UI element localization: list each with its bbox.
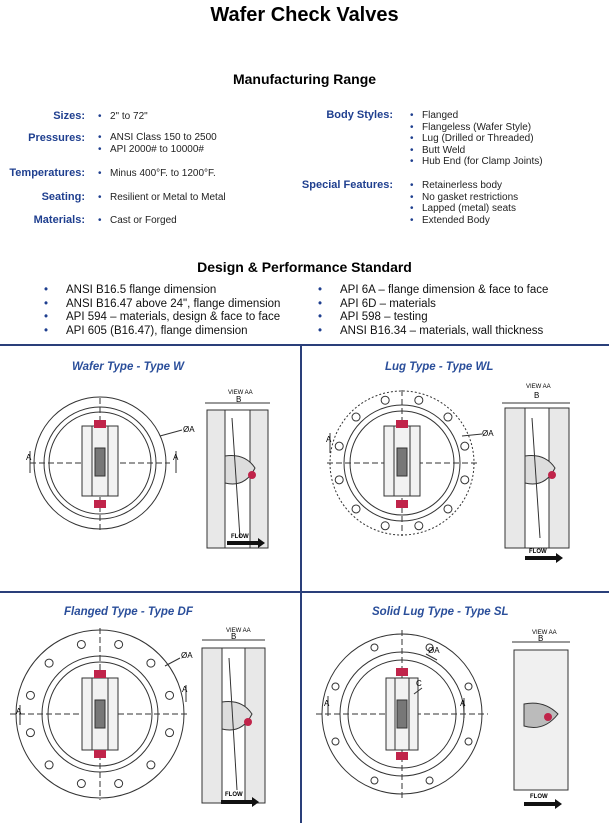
flow-label: FLOW bbox=[225, 792, 243, 798]
bolt-hole bbox=[77, 780, 85, 788]
bolt-hole bbox=[461, 476, 469, 484]
pressure-value: • ANSI Class 150 to 2500 bbox=[98, 132, 217, 144]
bolt-hole bbox=[147, 659, 155, 667]
solid-lug-valve-drawing bbox=[302, 620, 607, 823]
body-style-item: • Flangeless (Wafer Style) bbox=[410, 122, 543, 134]
view-aa-label: VIEW AA bbox=[226, 628, 251, 634]
diameter-a-label: ØA bbox=[183, 425, 195, 434]
section-a-label: A bbox=[326, 435, 332, 444]
standard-item: • API 594 – materials, design & face to face bbox=[44, 311, 280, 325]
standard-item: • API 605 (B16.47), flange dimension bbox=[44, 325, 280, 339]
bolt-hole bbox=[352, 413, 360, 421]
flow-arrow-icon bbox=[524, 799, 562, 809]
diameter-a-label: ØA bbox=[482, 429, 494, 438]
diameter-a-label: ØA bbox=[181, 651, 193, 660]
bolt-hole bbox=[335, 442, 343, 450]
materials-label: Materials: bbox=[33, 214, 85, 226]
bolt-hole bbox=[426, 777, 433, 784]
bolt-hole bbox=[415, 396, 423, 404]
standard-item: • ANSI B16.5 flange dimension bbox=[44, 284, 280, 298]
flow-label: FLOW bbox=[529, 549, 547, 555]
section-a-label: A bbox=[460, 699, 466, 708]
special-feature-item: • Extended Body bbox=[410, 215, 518, 227]
seating-values bbox=[98, 192, 226, 204]
bolt-hole bbox=[352, 505, 360, 513]
bolt-hole bbox=[381, 396, 389, 404]
bolt-hole bbox=[166, 729, 174, 737]
lug-type-title: Lug Type - Type WL bbox=[385, 361, 494, 373]
flanged-type-title: Flanged Type - Type DF bbox=[64, 606, 193, 618]
standard-item: • ANSI B16.34 – materials, wall thickness bbox=[318, 325, 548, 339]
standards-heading: Design & Performance Standard bbox=[197, 259, 412, 275]
wafer-valve-drawing bbox=[0, 378, 300, 588]
dimension-b-label: B bbox=[231, 632, 237, 641]
bolt-hole bbox=[332, 738, 339, 745]
bolt-hole bbox=[371, 644, 378, 651]
pressure-value: • API 2000# to 10000# bbox=[98, 144, 217, 156]
bolt-hole bbox=[332, 683, 339, 690]
bolt-hole bbox=[26, 691, 34, 699]
standard-item: • API 6A – flange dimension & face to face bbox=[318, 284, 548, 298]
lug-valve-drawing bbox=[302, 378, 607, 588]
section-divider bbox=[0, 344, 609, 346]
bolt-hole bbox=[465, 683, 472, 690]
manufacturing-range-heading: Manufacturing Range bbox=[232, 71, 377, 87]
view-aa-label: VIEW AA bbox=[526, 384, 551, 390]
section-a-label: A bbox=[324, 699, 330, 708]
dimension-b-label: B bbox=[534, 391, 540, 400]
bolt-hole bbox=[465, 738, 472, 745]
temperature-value: • Minus 400°F. to 1200°F. bbox=[98, 168, 216, 180]
standard-item: • API 6D – materials bbox=[318, 298, 548, 312]
body-style-item: • Butt Weld bbox=[410, 145, 543, 157]
view-aa-label: VIEW AA bbox=[228, 390, 253, 396]
page-title: Wafer Check Valves bbox=[210, 4, 399, 26]
view-aa-label: VIEW AA bbox=[532, 630, 557, 636]
section-a-label: A bbox=[26, 453, 32, 462]
dimension-b-label: B bbox=[538, 634, 544, 643]
body-styles-values bbox=[410, 110, 543, 168]
section-divider bbox=[0, 591, 609, 593]
special-feature-item: • No gasket restrictions bbox=[410, 192, 518, 204]
special-feature-item: • Retainerless body bbox=[410, 180, 518, 192]
standards-left-list bbox=[44, 284, 280, 338]
body-style-item: • Flanged bbox=[410, 110, 543, 122]
bolt-hole bbox=[45, 659, 53, 667]
bolt-hole bbox=[335, 476, 343, 484]
bolt-hole bbox=[147, 761, 155, 769]
materials-value: • Cast or Forged bbox=[98, 215, 177, 227]
materials-values bbox=[98, 215, 177, 227]
temperatures-label: Temperatures: bbox=[9, 167, 85, 179]
bolt-hole bbox=[45, 761, 53, 769]
wafer-type-title: Wafer Type - Type W bbox=[72, 361, 185, 373]
special-features-label: Special Features: bbox=[301, 179, 393, 191]
sizes-values bbox=[98, 111, 148, 123]
special-feature-item: • Lapped (metal) seats bbox=[410, 203, 518, 215]
bolt-hole bbox=[415, 522, 423, 530]
dimension-b-label: B bbox=[236, 395, 242, 404]
sizes-label: Sizes: bbox=[53, 110, 85, 122]
section-a-label: A bbox=[182, 685, 188, 694]
flow-arrow-icon bbox=[221, 797, 259, 807]
flow-label: FLOW bbox=[530, 794, 548, 800]
bolt-hole bbox=[77, 640, 85, 648]
bolt-hole bbox=[115, 640, 123, 648]
bolt-hole bbox=[444, 413, 452, 421]
standard-item: • API 598 – testing bbox=[318, 311, 548, 325]
pressures-values bbox=[98, 132, 217, 155]
standards-right-list bbox=[318, 284, 548, 338]
standard-item: • ANSI B16.47 above 24", flange dimension bbox=[44, 298, 280, 312]
section-a-label: A bbox=[16, 707, 22, 716]
body-style-item: • Lug (Drilled or Threaded) bbox=[410, 133, 543, 145]
sizes-value: • 2" to 72" bbox=[98, 111, 148, 123]
temperatures-values bbox=[98, 168, 216, 180]
flow-label: FLOW bbox=[231, 534, 249, 540]
diameter-a-label: ØA bbox=[428, 646, 440, 655]
bolt-hole bbox=[381, 522, 389, 530]
bolt-hole bbox=[166, 691, 174, 699]
section-a-label: A bbox=[173, 453, 179, 462]
bolt-hole bbox=[115, 780, 123, 788]
seating-value: • Resilient or Metal to Metal bbox=[98, 192, 226, 204]
bolt-hole bbox=[26, 729, 34, 737]
body-styles-label: Body Styles: bbox=[326, 109, 393, 121]
bolt-hole bbox=[444, 505, 452, 513]
pressures-label: Pressures: bbox=[28, 132, 85, 144]
dimension-c-label: C bbox=[416, 679, 422, 688]
bolt-hole bbox=[371, 777, 378, 784]
flanged-valve-drawing bbox=[0, 620, 300, 823]
special-features-values bbox=[410, 180, 518, 226]
seating-label: Seating: bbox=[41, 191, 85, 203]
body-style-item: • Hub End (for Clamp Joints) bbox=[410, 156, 543, 168]
bolt-hole bbox=[461, 442, 469, 450]
solid-lug-type-title: Solid Lug Type - Type SL bbox=[372, 606, 509, 618]
